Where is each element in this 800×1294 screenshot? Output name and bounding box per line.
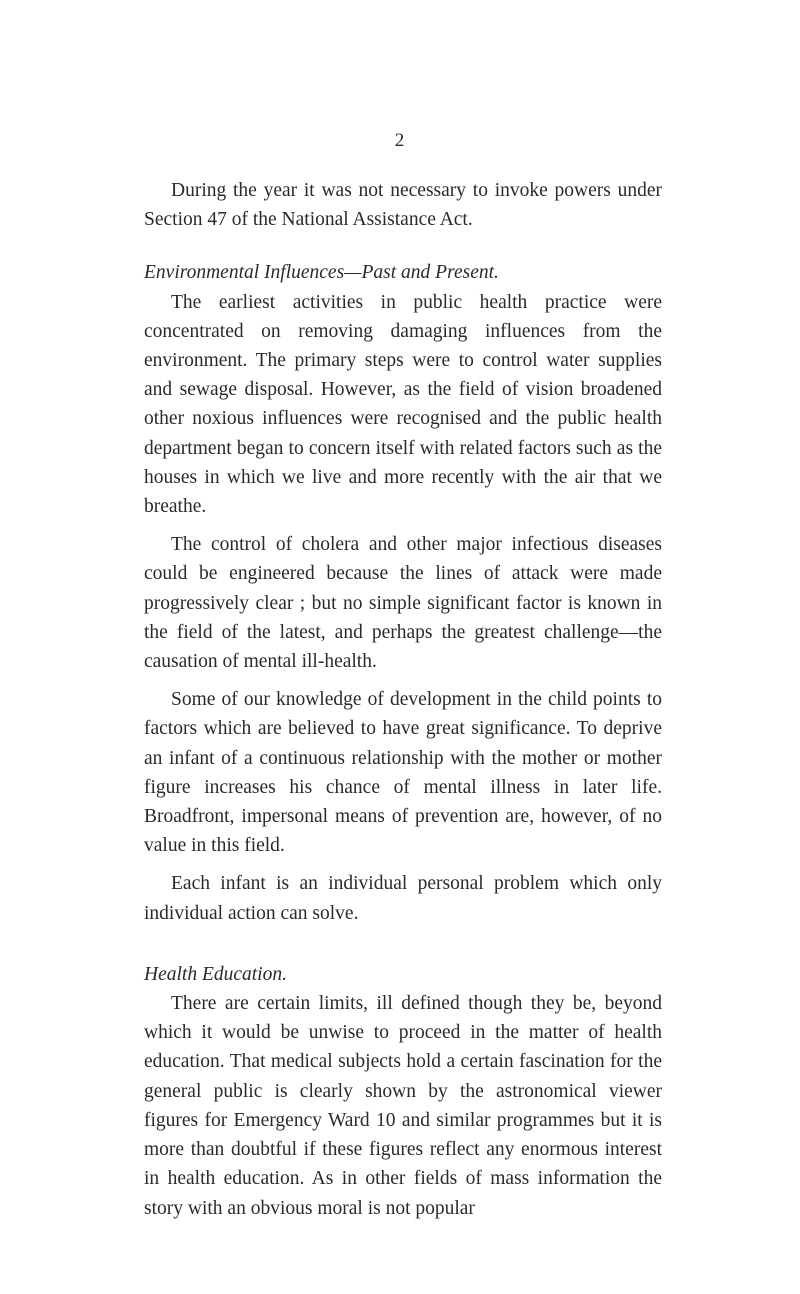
body-paragraph: The earliest activities in public health practice were concentrated on removing damaging influences from the environment. The primary steps were to control water supplies and sewage disposal. However, as the field of vision broadened other noxious influences were recognised and the public health department began to concern itself with related factors such as the houses in which we live and more recently with the air that we breathe. [144,291,662,518]
section-heading: Environmental Influences—Past and Present. [144,262,499,284]
section-heading: Health Education. [144,963,287,985]
page-number: 2 [394,130,406,151]
intro-paragraph: During the year it was not necessary to invoke powers under Section 47 of the National Assistance Act. [144,180,662,231]
page-body [144,176,662,1223]
section-health-education [144,960,662,1223]
body-paragraph: Some of our knowledge of development in the child points to factors which are believed to have great significance. To deprive an infant of a continuous relationship with the mother or mother figure increases his chance of mental illness in later life. Broadfront, impersonal means of prevention are, however, of no value in this field. [144,689,662,857]
section-environmental-influences [144,258,662,927]
body-paragraph: The control of cholera and other major infectious diseases could be engineered because the lines of attack were made progressively clear ; but no simple significant factor is known in the field of the latest, and perhaps the greatest challenge—the causation of mental ill-health. [144,534,662,673]
body-paragraph: Each infant is an individual personal problem which only individual action can solve. [144,873,662,924]
body-paragraph: There are certain limits, ill defined though they be, beyond which it would be unwise to proceed in the matter of health education. That medical subjects hold a certain fascination for the general public is clearly shown by the astronomical viewer figures for Emergency Ward 10 and similar programmes but it is more than doubtful if these figures reflect any enormous interest in health education. As in other fields of mass information the story with an obvious moral is not popular [144,993,662,1219]
